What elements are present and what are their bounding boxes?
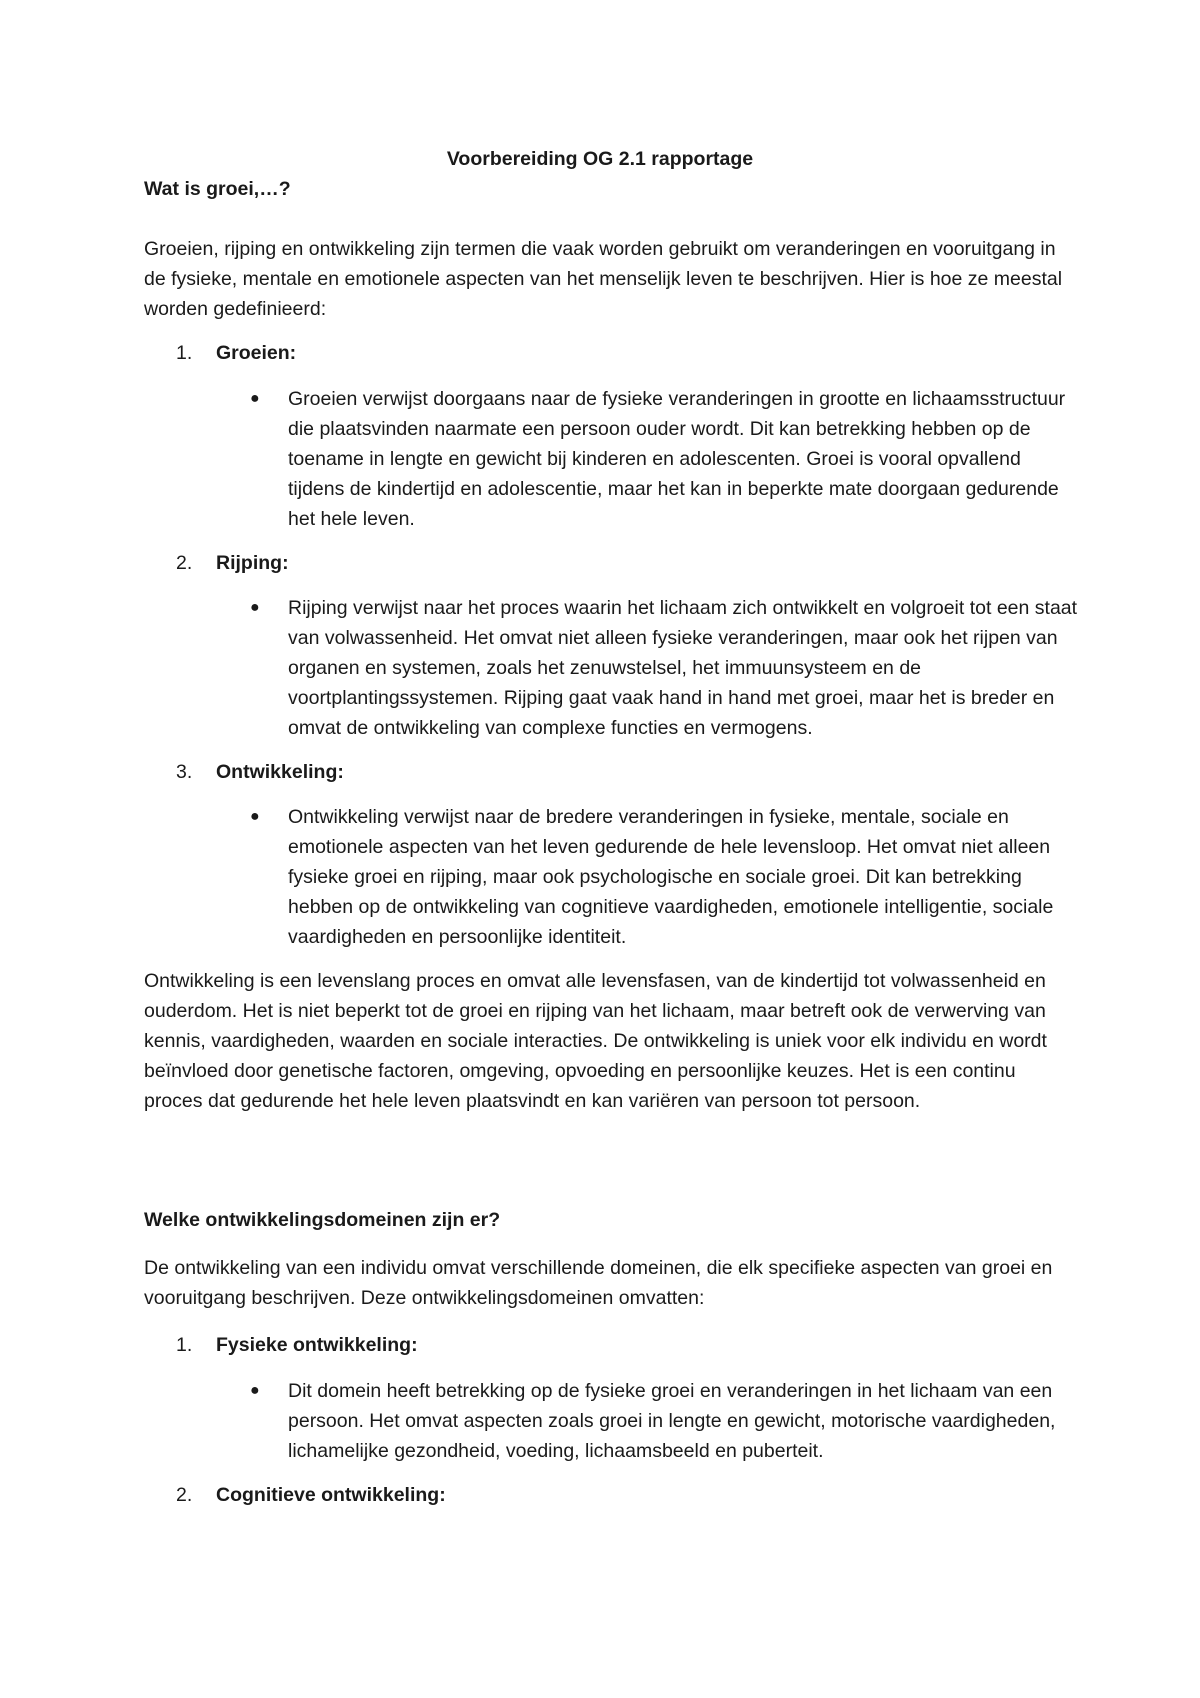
bullet-icon: ● [250,599,260,616]
bullet-text-ontwikkeling: Ontwikkeling verwijst naar de bredere veranderingen in fysieke, mentale, sociale en emotionele aspecten van het leven gedurende de hele levensloop. Het omvat niet alleen fysieke groei en rijping, maar ook psychologische en sociale groei. Dit kan betrekking hebben op de ontwikkeling van cognitieve vaardigheden, emotionele intelligentie, sociale vaardigheden en persoonlijke identiteit. [288,806,1054,948]
section-heading-domeinen: Welke ontwikkelingsdomeinen zijn er? [144,1209,501,1231]
list-number: 1. [176,1334,193,1356]
list-number: 1. [176,342,193,364]
section-heading-groei: Wat is groei,…? [144,178,291,200]
list-label-ontwikkeling: Ontwikkeling: [216,761,344,783]
list-number: 3. [176,761,193,783]
list-label-cognitieve-ontwikkeling: Cognitieve ontwikkeling: [216,1484,446,1506]
bullet-text-fysieke-ontwikkeling: Dit domein heeft betrekking op de fysieke groei en veranderingen in het lichaam van een persoon. Het omvat aspecten zoals groei in lengte en gewicht, motorische vaardigheden, lichamelijke gezondheid, voeding, lichaamsbeeld en puberteit. [288,1380,1056,1462]
list-number: 2. [176,552,193,574]
bullet-icon: ● [250,390,260,407]
list-number: 2. [176,1484,193,1506]
intro-paragraph: Groeien, rijping en ontwikkeling zijn termen die vaak worden gebruikt om veranderingen en vooruitgang in de fysieke, mentale en emotionele aspecten van het menselijk leven te beschrijven. Hier is hoe ze meestal worden gedefinieerd: [144,238,1063,320]
bullet-icon: ● [250,808,260,825]
bullet-text-rijping: Rijping verwijst naar het proces waarin het lichaam zich ontwikkelt en volgroeit tot een staat van volwassenheid. Het omvat niet alleen fysieke veranderingen, maar ook het rijpen van organen en systemen, zoals het zenuwstelsel, het immuunsysteem en de voortplantingssystemen. Rijping gaat vaak hand in hand met groei, maar het is breder en omvat de ontwikkeling van complexe functies en vermogens. [288,597,1078,739]
bullet-icon: ● [250,1382,260,1399]
list-label-rijping: Rijping: [216,552,289,574]
document-title: Voorbereiding OG 2.1 rapportage [446,148,754,170]
domains-intro-paragraph: De ontwikkeling van een individu omvat verschillende domeinen, die elk specifieke aspecten van groei en vooruitgang beschrijven. Deze ontwikkelingsdomeinen omvatten: [144,1257,1053,1309]
bullet-text-groeien: Groeien verwijst doorgaans naar de fysieke veranderingen in grootte en lichaamsstructuur die plaatsvinden naarmate een persoon ouder wordt. Dit kan betrekking hebben op de toename in lengte en gewicht bij kinderen en adolescenten. Groei is vooral opvallend tijdens de kindertijd en adolescentie, maar het kan in beperkte mate doorgaan gedurende het hele leven. [288,388,1066,530]
list-label-groeien: Groeien: [216,342,297,364]
closing-paragraph: Ontwikkeling is een levenslang proces en omvat alle levensfasen, van de kindertijd tot volwassenheid en ouderdom. Het is niet beperkt tot de groei en rijping van het lichaam, maar betreft ook de verwerving van kennis, vaardigheden, waarden en sociale interacties. De ontwikkeling is uniek voor elk individu en wordt beïnvloed door genetische factoren, omgeving, opvoeding en persoonlijke keuzes. Het is een continu proces dat gedurende het hele leven plaatsvindt en kan variëren van persoon tot persoon. [144,970,1047,1112]
list-label-fysieke-ontwikkeling: Fysieke ontwikkeling: [216,1334,418,1356]
